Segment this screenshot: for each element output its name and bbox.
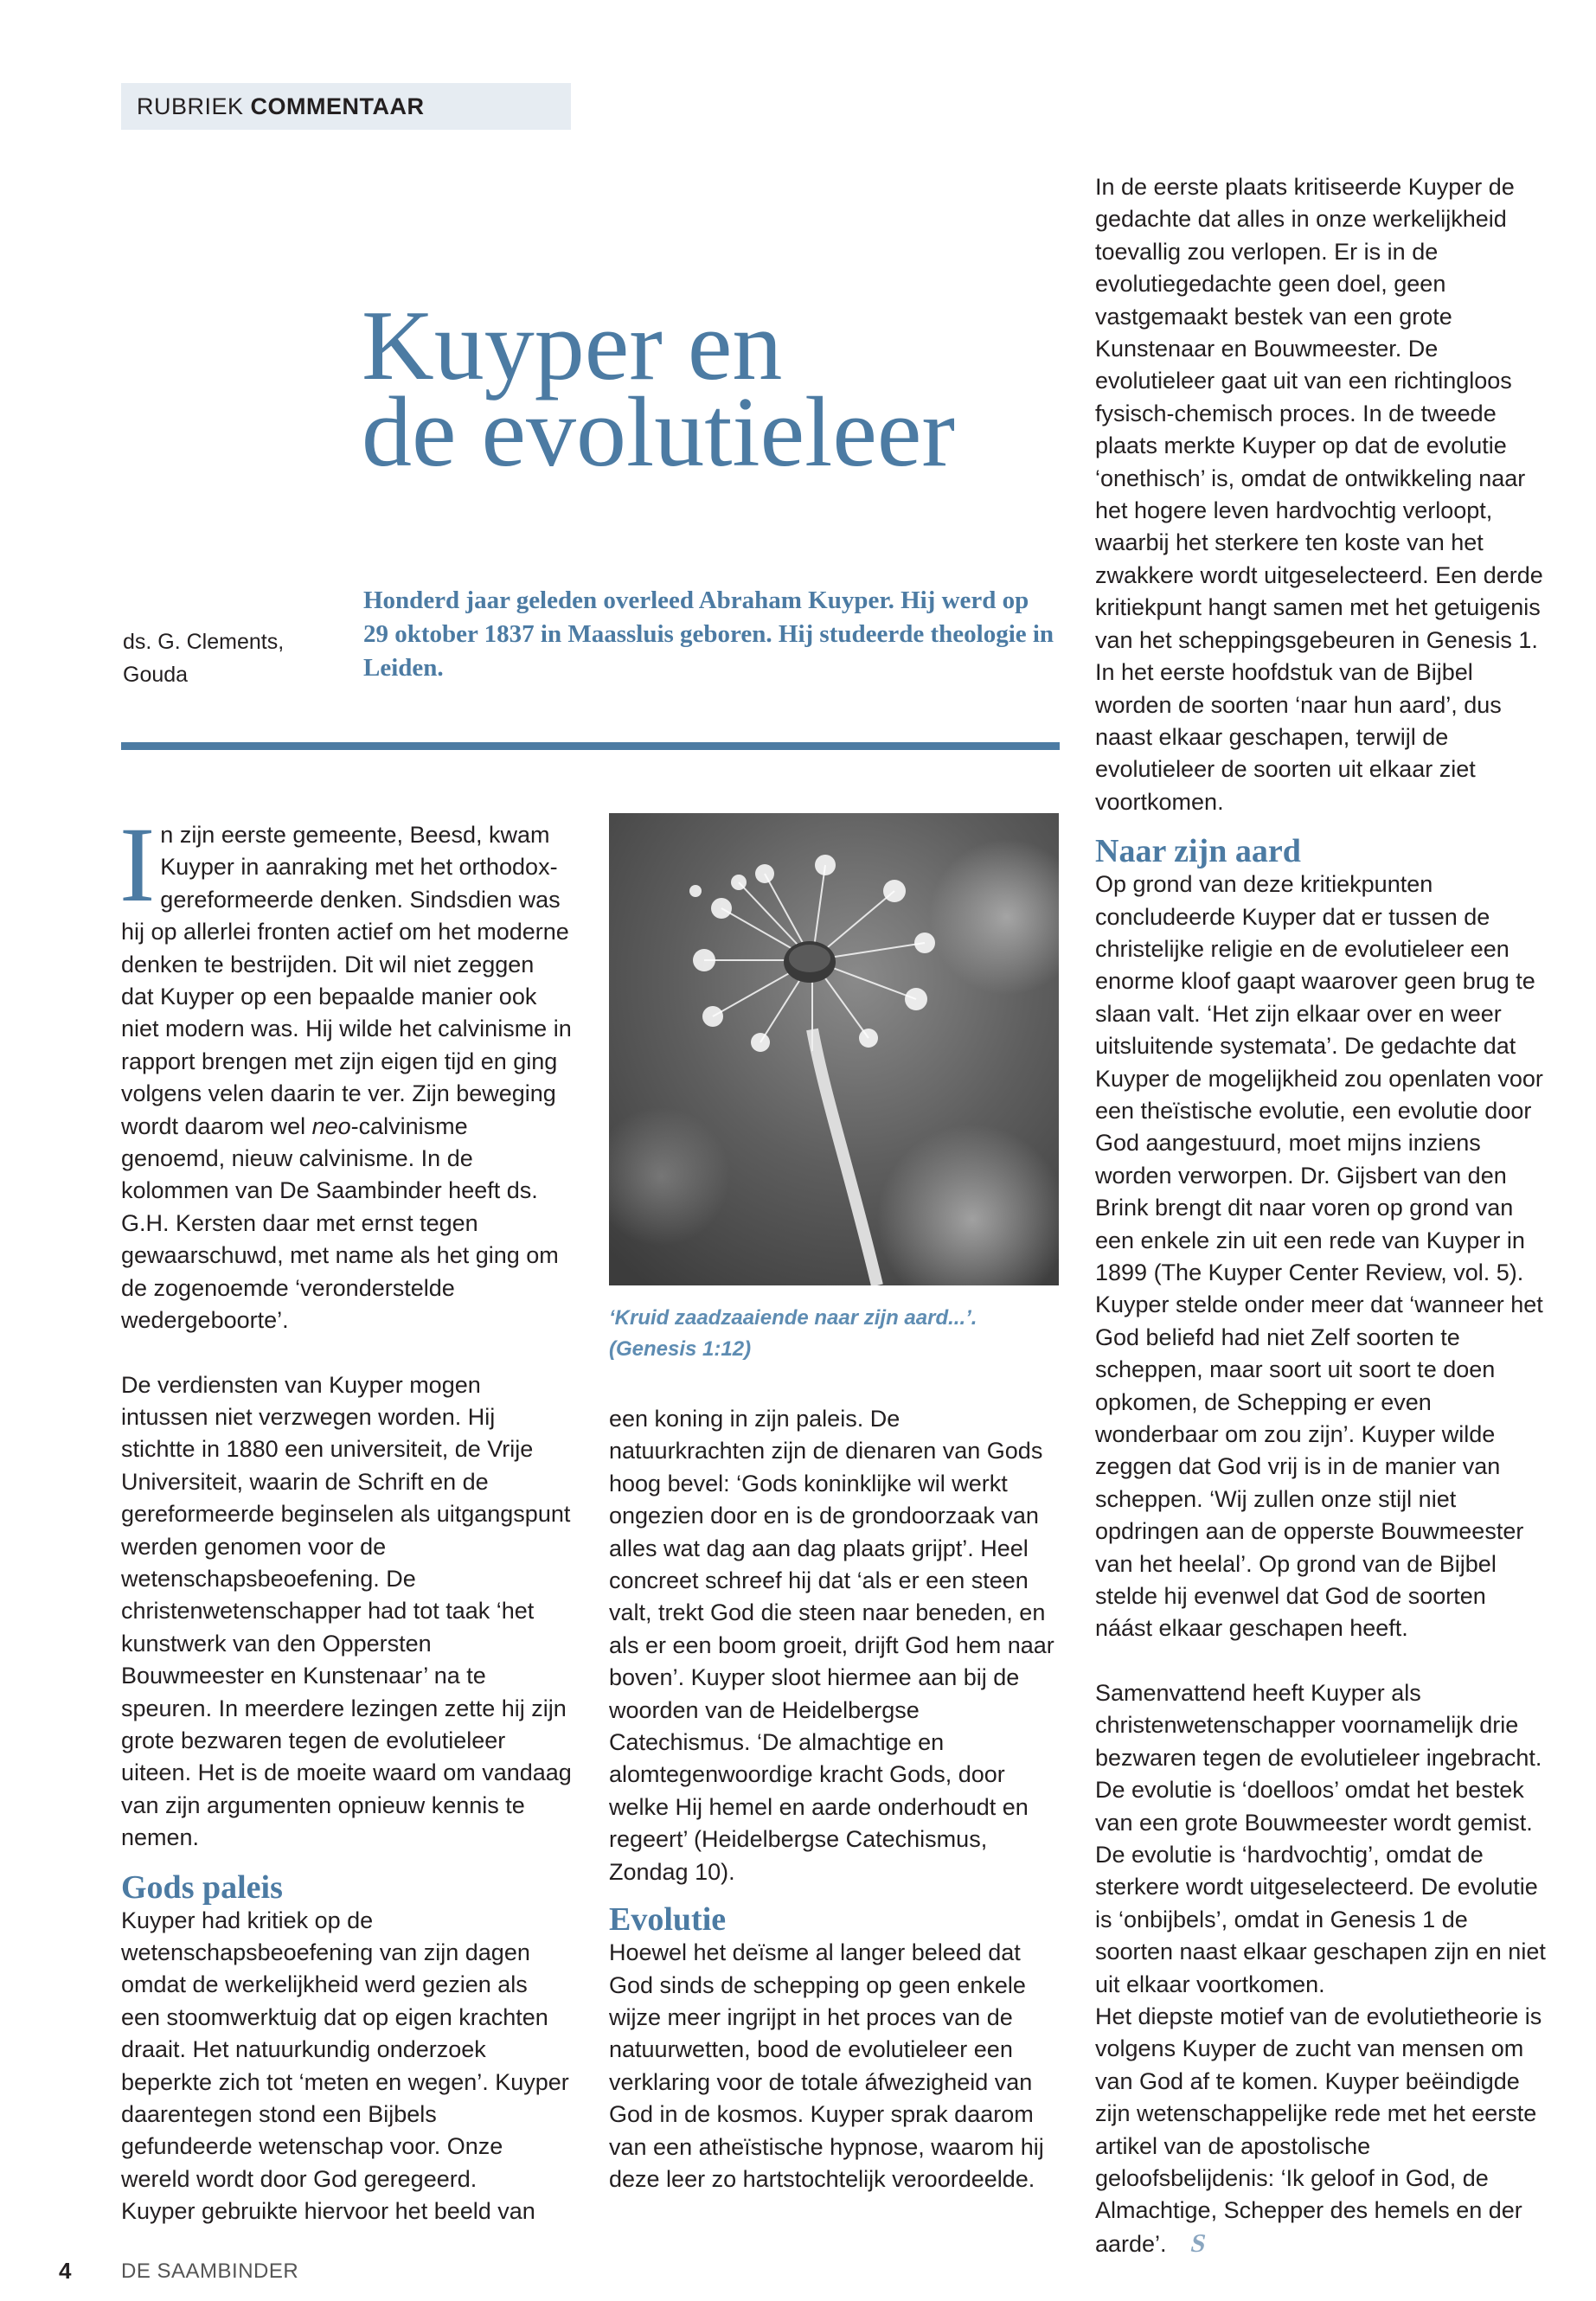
author-byline xyxy=(123,625,284,691)
subheading-gods-paleis: Gods paleis xyxy=(121,1868,283,1906)
magazine-name: DE SAAMBINDER xyxy=(121,2259,299,2283)
paragraph-1-emphasis: neo xyxy=(311,1112,351,1139)
title-line-2: de evolutieleer xyxy=(362,377,955,488)
drop-cap: I xyxy=(119,805,156,924)
end-mark-icon: S xyxy=(1188,2228,1208,2258)
paragraph-1-text: n zijn eerste gemeente, Beesd, kwam Kuyper in aanraking met het orthodox-gereformeerde denken. Sindsdien was hij op allerlei fronten actief om het moderne denken te bestrijden. Dit wil niet zeggen dat Kuyper op een bepaalde manier ook niet modern was. Hij wilde het calvinisme in rapport brengen met zijn eigen tijd en ging volgens velen daarin te ver. Zijn beweging wordt daarom wel xyxy=(121,822,572,1139)
section-label-prefix: RUBRIEK xyxy=(137,93,244,119)
dandelion-photo xyxy=(609,813,1059,1285)
column-2 xyxy=(609,1403,1059,2195)
article-title xyxy=(362,291,955,488)
paragraph-5: een koning in zijn paleis. De natuurkrachten zijn de dienaren van Gods hoog bevel: ‘Gods koninklijke wil werkt ongezien door en is de grondoorzaak van alles wat dag aan dag plaats grijpt’. Heel concreet schreef hij dat ‘als er een steen valt, trekt God die steen naar beneden, en als er een boom groeit, drijft God hem naar boven’. Kuyper sloot hiermee aan bij de woorden van de Heidelbergse Catechismus. ‘De almachtige en alomtegenwoordige kracht Gods, door welke Hij hemel en aarde onderhoudt en regeert’ (Heidelbergse Catechismus, Zondag 10). xyxy=(609,1406,1054,1885)
divider-rule xyxy=(121,742,1060,750)
author-name: ds. G. Clements, xyxy=(123,630,285,654)
paragraph-3: Kuyper had kritiek op de wetenschapsbeoefening van zijn dagen omdat de werkelijkheid werd gezien als een stoomwerktuig dat op eigen krachten draait. Het natuurkundig onderzoek beperkte zich tot ‘meten en wegen’. Kuyper daarentegen stond een Bijbels gefundeerde wetenschap voor. Onze wereld wordt door God geregeerd. xyxy=(121,1907,569,2192)
subheading-evolutie: Evolutie xyxy=(609,1901,727,1939)
paragraph-7: In de eerste plaats kritiseerde Kuyper de gedachte dat alles in onze werkelijkheid toevallig zou verlopen. Er is in de evolutiegedachte geen doel, geen vastgemaakt bestek van een grote Kunstenaar en Bouwmeester. De evolutieleer gaat uit van een richtingloos fysisch-chemisch proces. In de tweede plaats merkte Kuyper op dat de evolutie ‘onethisch’ is, omdat de ontwikkeling naar het hogere leven hardvochtig verloopt, waarbij het sterkere ten koste van het zwakkere wordt uitgeselecteerd. Een derde kritiekpunt hangt samen met het getuigenis van het scheppingsgebeuren in Genesis 1. In het eerste hoofdstuk van de Bijbel worden de soorten ‘naar hun aard’, dus naast elkaar geschapen, terwijl de evolutieleer de soorten uit elkaar ziet voortkomen. xyxy=(1095,174,1543,815)
paragraph-6: Hoewel het deïsme al langer beleed dat God sinds de schepping op geen enkele wijze meer ingrijpt in het proces van de natuurwetten, bood de evolutieleer een verklaring voor de totale áfwezigheid van God in de kosmos. Kuyper sprak daarom van een atheïstische hypnose, waarom hij deze leer zo hartstochtelijk veroordeelde. xyxy=(609,1939,1044,2192)
paragraph-8: Op grond van deze kritiekpunten concludeerde Kuyper dat er tussen de christelijke religie en de evolutieleer een enorme kloof gaapt waarover geen brug te slaan valt. ‘Het zijn elkaar over en weer uitsluitende systemata’. De gedachte dat Kuyper de mogelijkheid zou openlaten voor een theïstische evolutie, een evolutie door God aangestuurd, moet mijns inziens worden verworpen. Dr. Gijsbert van den Brink brengt dit naar voren op grond van een enkele zin uit een rede van Kuyper in 1899 (The Kuyper Center Review, vol. 5). Kuyper stelde onder meer dat ‘wanneer het God beliefd had niet Zelf soorten te scheppen, maar soort uit soort te doen opkomen, de Schepping er even wonderbaar om zou zijn’. Kuyper wilde zeggen dat God vrij is in de manier van scheppen. ‘Wij zullen onze stijl niet opdringen aan de opperste Bouwmeester van het heelal’. Op grond van de Bijbel stelde hij evenwel dat God de soorten náást elkaar geschapen heeft. xyxy=(1095,871,1543,1642)
paragraph-4: Kuyper gebruikte hiervoor het beeld van xyxy=(121,2198,535,2225)
page-number: 4 xyxy=(59,2258,72,2284)
subheading-naar-zijn-aard: Naar zijn aard xyxy=(1095,833,1301,870)
section-label-name: COMMENTAAR xyxy=(250,93,425,119)
column-1 xyxy=(119,805,573,2228)
paragraph-9: Samenvattend heeft Kuyper als christenwetenschapper voornamelijk drie bezwaren tegen de evolutieleer ingebracht. De evolutie is ‘doelloos’ omdat het bestek van een grote Bouwmeester wordt gemist. De evolutie is ‘hardvochtig’, omdat de sterkere wordt uitgeselecteerd. De evolutie is ‘onbijbels’, omdat in Genesis 1 de soorten naast elkaar geschapen zijn en niet uit elkaar voortkomen. xyxy=(1095,1679,1546,1997)
title-line-1: Kuyper en xyxy=(362,291,783,401)
paragraph-2: De verdiensten van Kuyper mogen intussen niet verzwegen worden. Hij stichtte in 1880 een universiteit, de Vrije Universiteit, waarin de Schrift en de gereformeerde beginselen als uitgangspunt werden genomen voor de wetenschapsbeoefening. De christenwetenschapper had tot taak ‘het kunstwerk van den Oppersten Bouwmeester en Kunstenaar’ na te speuren. In meerdere lezingen zette hij zijn grote bezwaren tegen de evolutieleer uiteen. Het is de moeite waard om vandaag van zijn argumenten opnieuw kennis te nemen. xyxy=(121,1371,572,1851)
paragraph-10 xyxy=(1095,2001,1549,2260)
photo-caption: ‘Kruid zaadzaaiende naar zijn aard...’. (Genesis 1:12) xyxy=(609,1306,977,1361)
author-place: Gouda xyxy=(123,663,189,687)
paragraph-1-rest: -calvinisme genoemd, nieuw calvinisme. In de kolommen van De Saambinder heeft ds. G.H. Kersten daar met ernst tegen gewaarschuwd, met name als het ging om de zogenoemde ‘veronderstelde wedergeboorte’. xyxy=(121,1112,559,1334)
column-3 xyxy=(1095,171,1549,2260)
paragraph-1 xyxy=(119,805,573,1337)
dandelion-image xyxy=(609,813,1059,1285)
paragraph-10-text: Het diepste motief van de evolutietheorie is volgens Kuyper de zucht van mensen om van God af te komen. Kuyper beëindigde zijn wetenschappelijke rede met het eerste artikel van de apostolische geloofsbelijdenis: ‘Ik geloof in God, de Almachtige, Schepper des hemels en der aarde’. xyxy=(1095,2003,1542,2257)
article-intro: Honderd jaar geleden overleed Abraham Kuyper. Hij werd op 29 oktober 1837 in Maassluis geboren. Hij studeerde theologie in Leiden. xyxy=(363,586,1054,682)
section-label xyxy=(121,83,571,130)
